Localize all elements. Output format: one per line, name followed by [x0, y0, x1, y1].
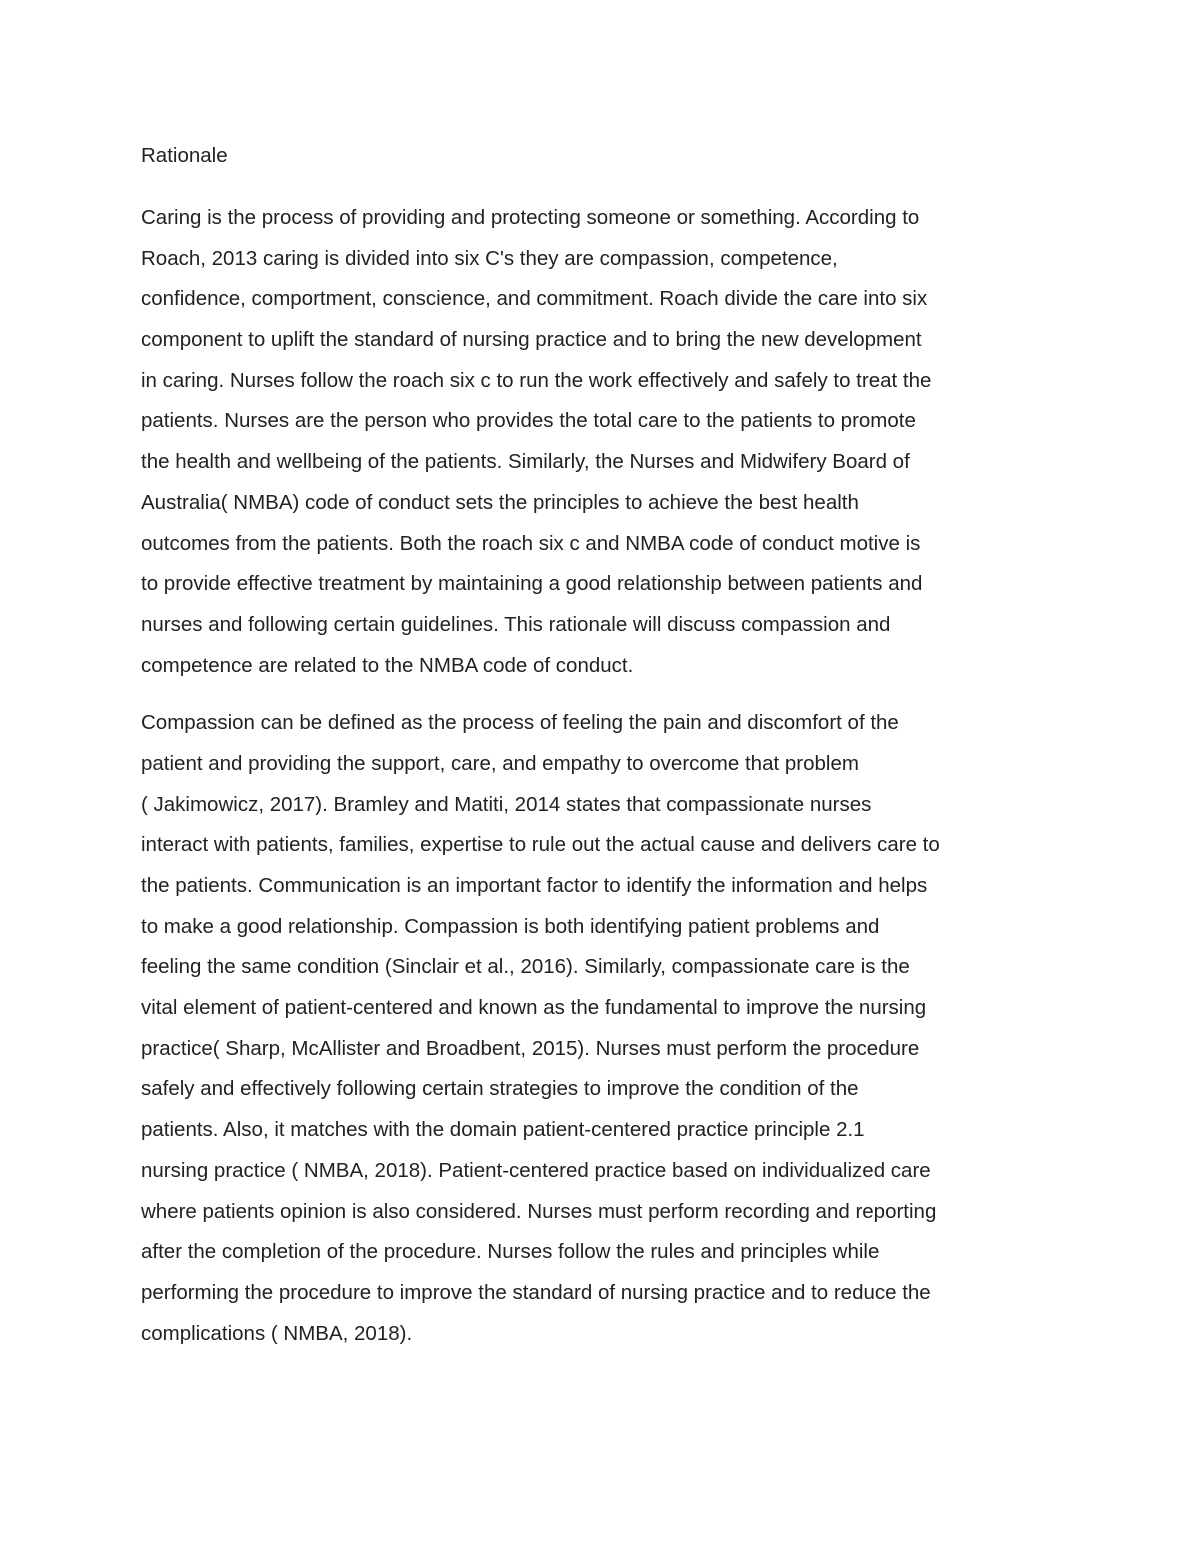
- text-line: Australia( NMBA) code of conduct sets the principles to achieve the best health: [141, 490, 859, 514]
- text-line: patient and providing the support, care, and empathy to overcome that problem: [141, 751, 859, 775]
- text-line: safely and effectively following certain strategies to improve the condition of the: [141, 1077, 859, 1101]
- document-heading: Rationale: [141, 144, 228, 167]
- text-line: interact with patients, families, expertise to rule out the actual cause and delivers care to: [141, 833, 940, 857]
- text-line: Compassion can be defined as the process of feeling the pain and discomfort of the: [141, 711, 899, 735]
- paragraph-compassion: [141, 703, 1059, 1354]
- text-line: Caring is the process of providing and protecting someone or something. According to: [141, 206, 920, 229]
- text-line: after the completion of the procedure. Nurses follow the rules and principles while: [141, 1240, 880, 1264]
- text-line: complications ( NMBA, 2018).: [141, 1321, 413, 1345]
- text-line: ( Jakimowicz, 2017). Bramley and Matiti, 2014 states that compassionate nurses: [141, 792, 872, 816]
- text-line: patients. Nurses are the person who provides the total care to the patients to promote: [141, 409, 916, 433]
- text-line: confidence, comportment, conscience, and commitment. Roach divide the care into six: [141, 287, 928, 311]
- text-line: practice( Sharp, McAllister and Broadbent, 2015). Nurses must perform the procedure: [141, 1036, 920, 1060]
- text-line: outcomes from the patients. Both the roach six c and NMBA code of conduct motive is: [141, 531, 921, 555]
- text-line: component to uplift the standard of nursing practice and to bring the new development: [141, 328, 922, 352]
- paragraph-caring: [141, 198, 1059, 686]
- text-line: Roach, 2013 caring is divided into six C's they are compassion, competence,: [141, 246, 838, 270]
- text-line: performing the procedure to improve the standard of nursing practice and to reduce the: [141, 1280, 931, 1304]
- text-line: patients. Also, it matches with the domain patient-centered practice principle 2.1: [141, 1118, 865, 1142]
- text-line: where patients opinion is also considered. Nurses must perform recording and reporting: [141, 1199, 937, 1223]
- text-line: vital element of patient-centered and known as the fundamental to improve the nursing: [141, 996, 927, 1020]
- text-line: in caring. Nurses follow the roach six c to run the work effectively and safely to treat the: [141, 368, 932, 392]
- document-body: [141, 140, 1059, 1354]
- text-line: feeling the same condition (Sinclair et al., 2016). Similarly, compassionate care is the: [141, 955, 910, 979]
- text-line: nurses and following certain guidelines. This rationale will discuss compassion and: [141, 612, 891, 636]
- text-line: the health and wellbeing of the patients. Similarly, the Nurses and Midwifery Board of: [141, 450, 910, 474]
- text-line: nursing practice ( NMBA, 2018). Patient-centered practice based on individualized care: [141, 1158, 931, 1182]
- text-line: to provide effective treatment by maintaining a good relationship between patients and: [141, 572, 923, 596]
- text-line: the patients. Communication is an important factor to identify the information and helps: [141, 874, 928, 897]
- text-line: to make a good relationship. Compassion is both identifying patient problems and: [141, 914, 880, 938]
- text-line: competence are related to the NMBA code of conduct.: [141, 653, 634, 677]
